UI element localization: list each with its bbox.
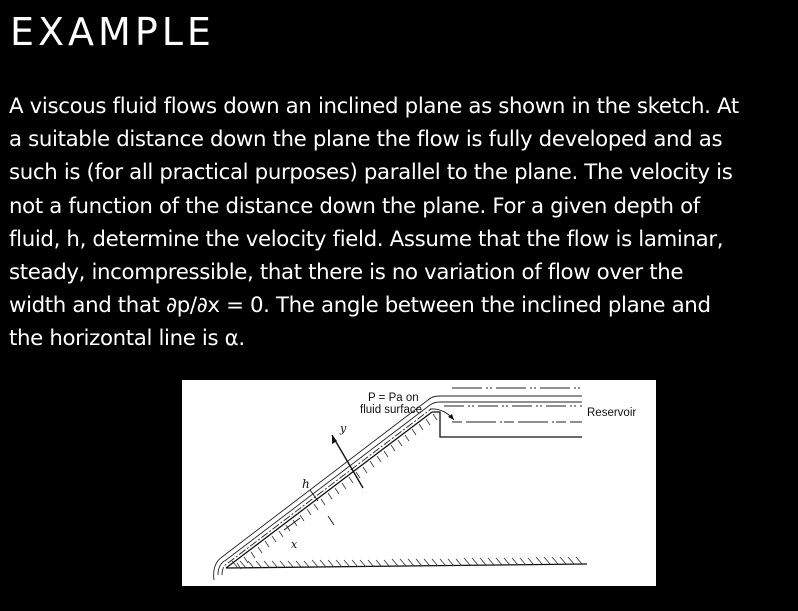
fluid-layer <box>214 388 582 580</box>
pressure-label-line1: P = Pa on <box>368 392 419 404</box>
slide-title: EXAMPLE <box>10 10 215 54</box>
problem-statement <box>9 90 779 356</box>
pressure-label-line2: fluid surface <box>360 404 423 416</box>
y-axis-arrow <box>332 422 363 488</box>
paragraph-line: steady, incompressible, that there is no variation of flow over the <box>9 260 684 286</box>
x-label: x <box>291 538 298 551</box>
paragraph-line: width and that ∂p/∂x = 0. The angle between the inclined plane and <box>9 293 711 319</box>
inclined-plane <box>226 412 582 569</box>
paragraph-line: such is (for all practical purposes) parallel to the plane. The velocity is <box>9 160 733 186</box>
paragraph-line: not a function of the distance down the plane. For a given depth of <box>9 193 700 219</box>
paragraph-line: A viscous fluid flows down an inclined plane as shown in the sketch. At <box>9 94 739 119</box>
y-label: y <box>340 422 347 435</box>
reservoir-label: Reservoir <box>587 407 637 419</box>
inclined-plane-diagram <box>182 380 656 586</box>
ground-line <box>226 557 587 568</box>
h-label: h <box>302 477 310 491</box>
paragraph-line: a suitable distance down the plane the flow is fully developed and as <box>9 127 723 153</box>
paragraph-line: fluid, h, determine the velocity field. Assume that the flow is laminar, <box>9 226 724 252</box>
paragraph-line: the horizontal line is α. <box>9 326 245 352</box>
